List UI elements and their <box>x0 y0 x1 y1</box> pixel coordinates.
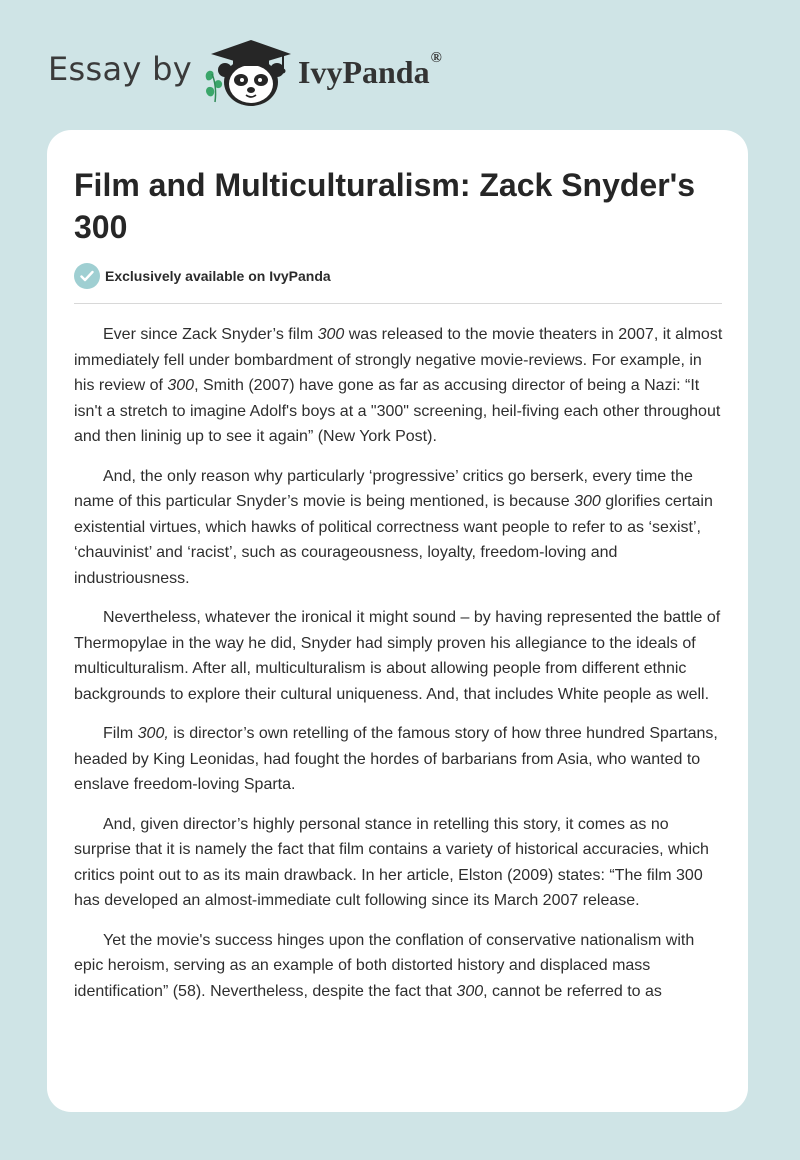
brand-name[interactable] <box>298 50 442 91</box>
essay-title: Film and Multiculturalism: Zack Snyder's 300 <box>74 167 696 245</box>
essay-body <box>74 322 726 1018</box>
site-header <box>0 0 800 130</box>
registered-mark: ® <box>430 50 442 66</box>
text-run: And, the only reason why particularly ‘progressive’ critics go berserk, every time the name of this particular Snyder’s movie is being mentioned, is because <box>74 467 693 510</box>
paragraph <box>74 464 726 592</box>
text-run: Nevertheless, whatever the ironical it might sound – by having represented the battle of Thermopylae in the way he did, Snyder had simply proven his allegiance to the ideals of multiculturalism. After all, multiculturalism is about allowing people from different ethnic backgrounds to explore their cultural uniqueness. And, that includes White people as well. <box>74 609 721 703</box>
paragraph <box>74 605 726 707</box>
text-run: was released to the movie theaters in 2007, it almost immediately fell under bombardment of strongly negative movie-reviews. For example, in his review of <box>74 326 723 394</box>
essay-by-label: Essay by <box>48 50 192 88</box>
divider <box>74 303 722 304</box>
italic-text-run: 300, <box>137 725 169 742</box>
check-icon <box>74 263 100 289</box>
text-run: , cannot be referred to as <box>483 982 662 1000</box>
graduation-panda-icon[interactable] <box>203 36 295 108</box>
italic-text-run: 300 <box>317 326 345 343</box>
italic-text-run: 300 <box>574 493 601 510</box>
italic-text-run: 300 <box>167 377 195 394</box>
brand-text: IvyPanda <box>298 54 430 90</box>
essay-card <box>47 130 748 1112</box>
text-run: is director’s own retelling of the famous story of how three hundred Spartans, headed by King Leonidas, had fought the hordes of barbarians from Asia, who wanted to enslave freedom-loving Sparta. <box>74 725 718 793</box>
text-run: Film <box>103 725 138 742</box>
paragraph <box>74 322 726 450</box>
paragraph <box>74 812 726 914</box>
badge-label: Exclusively available on IvyPanda <box>105 268 331 284</box>
text-run: Yet the movie's success hinges upon the conflation of conservative nationalism with epic heroism, serving as an example of both distorted history and displaced mass identification” (58). Nevertheless, despite the fact that <box>74 931 695 1000</box>
text-run: And, given director’s highly personal stance in retelling this story, it comes as no surprise that it is namely the fact that film contains a variety of historical accuracies, which critics point out to as its main drawback. In her article, Elston (2009) states: “The film 300 has developed an almost-immediate cult following since its March 2007 release. <box>74 815 709 909</box>
text-run: Ever since Zack Snyder’s film <box>103 326 318 343</box>
text-run: glorifies certain existential virtues, which hawks of political correctness want people to refer to as ‘sexist’, ‘chauvinist’ and ‘racist’, such as courageousness, loyalty, freedom-loving and industriousness. <box>74 493 713 587</box>
italic-text-run: 300 <box>456 982 484 1000</box>
paragraph <box>74 721 726 798</box>
text-run: , Smith (2007) have gone as far as accusing director of being a Nazi: “It isn't a stretch to imagine Adolf's boys at a "300" screening, heil-fiving each other throughout and then lininig up to see it again” (New York Post). <box>74 377 721 445</box>
exclusive-badge <box>74 263 331 289</box>
paragraph <box>74 928 726 1005</box>
